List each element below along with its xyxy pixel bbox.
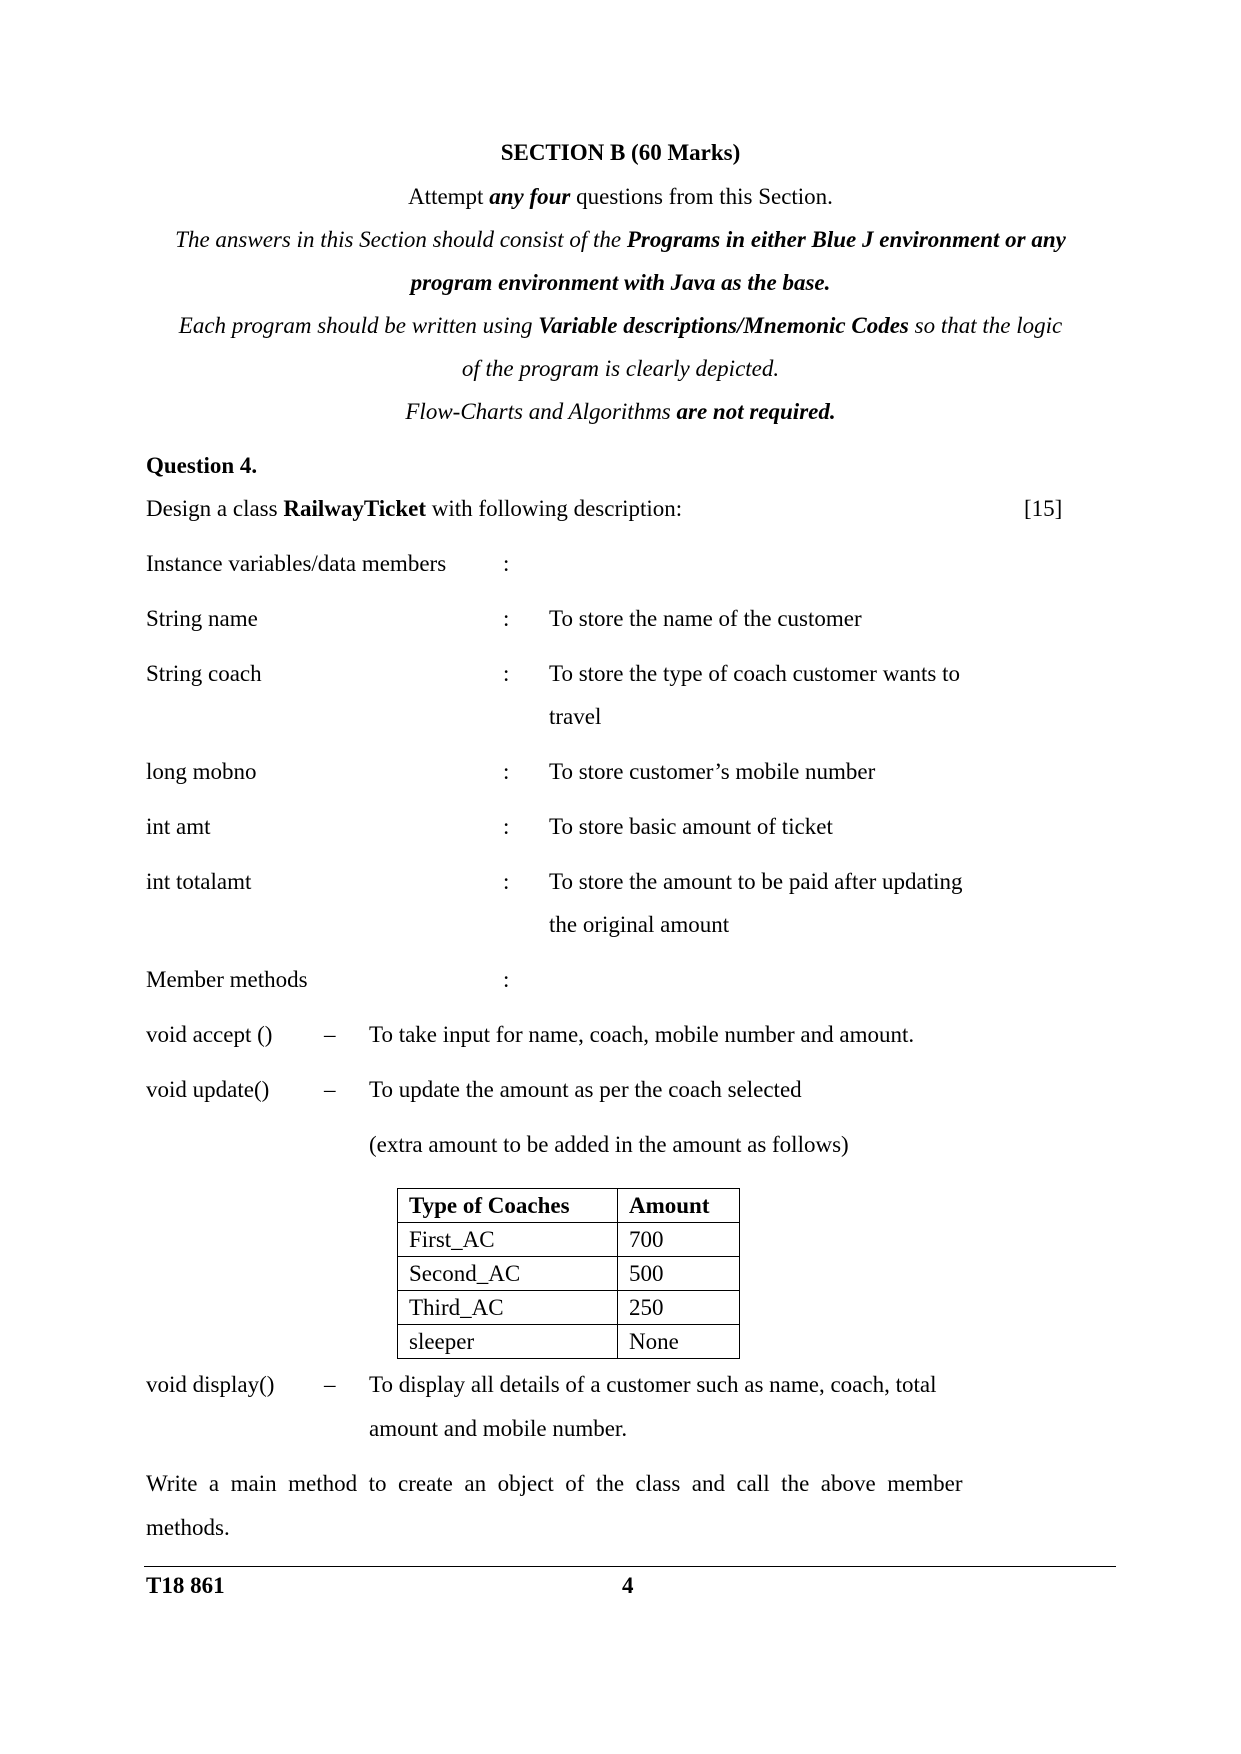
colon: : — [503, 661, 510, 686]
table-row — [398, 1223, 740, 1257]
colon: : — [503, 551, 510, 576]
method-desc: To take input for name, coach, mobile number and amount. — [369, 1022, 915, 1047]
table-cell: Second_AC — [398, 1257, 618, 1291]
attempt-instruction — [0, 184, 1241, 210]
table-row — [398, 1325, 740, 1359]
colon: : — [503, 606, 510, 631]
var-desc: To store the amount to be paid after updating — [549, 869, 963, 894]
var-desc: To store the name of the customer — [549, 606, 862, 631]
table-cell: 250 — [618, 1291, 740, 1325]
method-desc: To display all details of a customer such as name, coach, total — [369, 1372, 937, 1397]
main-method-instruction-cont: methods. — [146, 1515, 230, 1540]
class-name: RailwayTicket — [283, 496, 427, 521]
table-row — [398, 1257, 740, 1291]
member-methods-heading: Member methods — [146, 967, 308, 992]
var-name: int amt — [146, 814, 211, 839]
table-cell: 700 — [618, 1223, 740, 1257]
program-bold: Variable descriptions/Mnemonic Codes — [538, 313, 909, 338]
flowchart-italic: Flow-Charts and Algorithms — [405, 399, 677, 424]
table-header: Type of Coaches — [398, 1189, 618, 1223]
var-desc: To store customer’s mobile number — [549, 759, 876, 784]
dash: – — [324, 1372, 336, 1397]
program-italic: Each program should be written using — [178, 313, 539, 338]
dash: – — [324, 1022, 336, 1047]
flowchart-instruction — [0, 399, 1241, 425]
coach-amount-table — [397, 1188, 740, 1359]
table-row — [398, 1291, 740, 1325]
attempt-pre: Attempt — [408, 184, 490, 209]
answers-instruction-cont: program environment with Java as the base. — [410, 270, 831, 295]
paper-code: T18 861 — [146, 1573, 225, 1598]
var-name: String coach — [146, 661, 262, 686]
var-desc-cont: travel — [549, 704, 602, 729]
answers-instruction — [0, 227, 1241, 253]
colon: : — [503, 869, 510, 894]
table-cell: Third_AC — [398, 1291, 618, 1325]
method-name: void accept () — [146, 1022, 273, 1047]
design-pre: Design a class — [146, 496, 284, 521]
flowchart-bold: are not required. — [676, 399, 836, 424]
var-name: long mobno — [146, 759, 257, 784]
var-desc-cont: the original amount — [549, 912, 730, 937]
program-instruction-cont: of the program is clearly depicted. — [461, 356, 780, 381]
table-cell: sleeper — [398, 1325, 618, 1359]
method-name: void update() — [146, 1077, 270, 1102]
var-name: int totalamt — [146, 869, 252, 894]
section-heading: SECTION B (60 Marks) — [500, 140, 741, 165]
attempt-emphasis: any four — [489, 184, 571, 209]
method-desc-cont: amount and mobile number. — [369, 1416, 628, 1441]
method-desc: To update the amount as per the coach selected — [369, 1077, 802, 1102]
design-post: with following description: — [426, 496, 683, 521]
table-header: Amount — [618, 1189, 740, 1223]
table-cell: None — [618, 1325, 740, 1359]
var-name: String name — [146, 606, 258, 631]
marks: [15] — [1024, 496, 1063, 521]
method-desc-note: (extra amount to be added in the amount as follows) — [369, 1132, 849, 1157]
var-desc: To store basic amount of ticket — [549, 814, 833, 839]
instance-variables-heading: Instance variables/data members — [146, 551, 447, 576]
answers-bold: Programs in either Blue J environment or any — [626, 227, 1066, 252]
dash: – — [324, 1077, 336, 1102]
table-cell: 500 — [618, 1257, 740, 1291]
var-desc: To store the type of coach customer wants to — [549, 661, 960, 686]
footer-rule — [144, 1566, 1116, 1567]
main-method-instruction: Write a main method to create an object of the class and call the above member — [146, 1471, 963, 1496]
program-instruction — [0, 313, 1241, 339]
attempt-post: questions from this Section. — [570, 184, 833, 209]
program-italic-end: so that the logic — [908, 313, 1063, 338]
table-header-row — [398, 1189, 740, 1223]
answers-italic: The answers in this Section should consist of the — [175, 227, 627, 252]
page-number: 4 — [622, 1573, 634, 1598]
design-statement — [146, 496, 682, 522]
table-cell: First_AC — [398, 1223, 618, 1257]
colon: : — [503, 814, 510, 839]
colon: : — [503, 759, 510, 784]
method-name: void display() — [146, 1372, 275, 1397]
question-title: Question 4. — [146, 453, 258, 478]
colon: : — [503, 967, 510, 992]
